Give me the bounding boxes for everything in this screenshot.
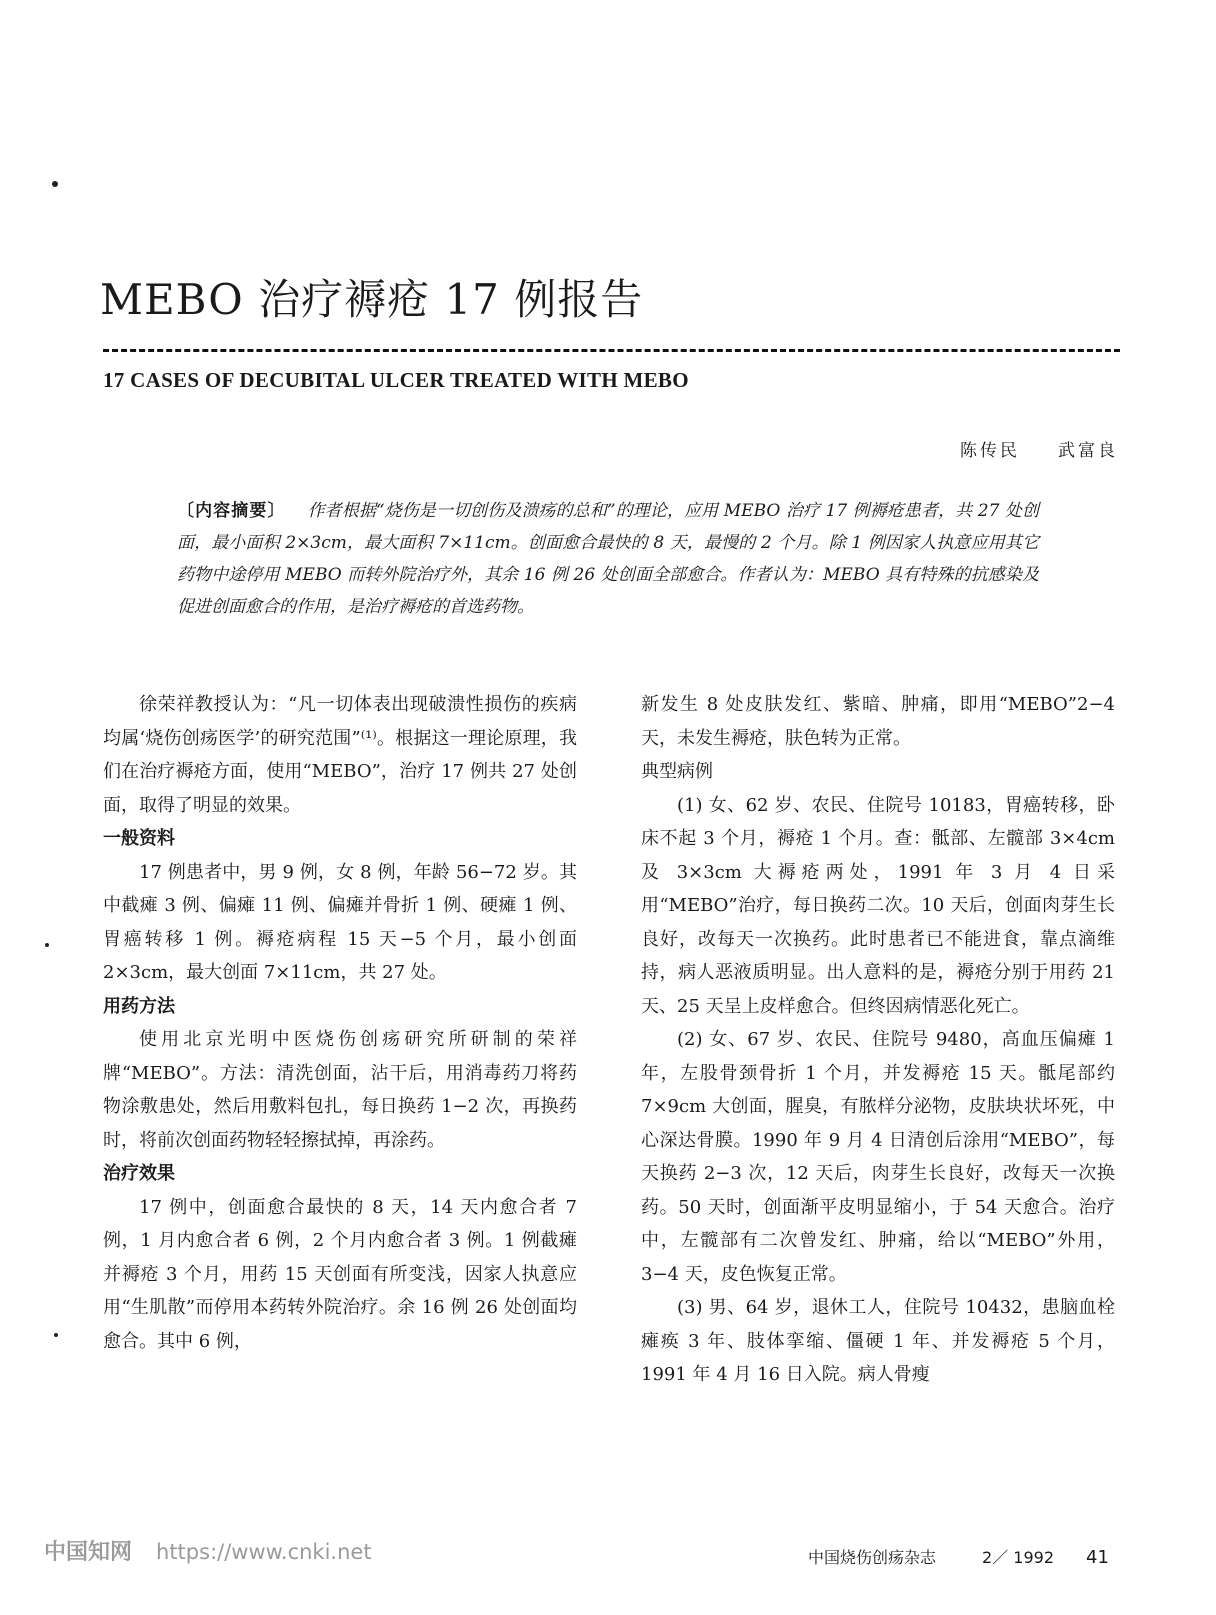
title-rule	[103, 349, 1120, 352]
abstract-label: 〔内容摘要〕	[177, 501, 286, 521]
author-name: 陈传民	[960, 441, 1020, 461]
cnki-watermark	[44, 1535, 372, 1566]
case-3-paragraph: (3) 男、64 岁，退休工人，住院号 10432，患脑血栓瘫痪 3 年、肢体挛缩、僵硬 1 年、并发褥疮 5 个月，1991 年 4 月 16 日入院。病人骨瘦	[641, 1297, 1115, 1385]
scan-speck	[45, 943, 49, 947]
section-heading-cases: 典型病例	[641, 761, 713, 782]
article-title: MEBO 治疗褥疮 17 例报告	[100, 275, 644, 324]
section-heading-effect: 治疗效果	[103, 1163, 175, 1184]
case-1-paragraph: (1) 女、62 岁、农民、住院号 10183，胃癌转移，卧床不起 3 个月，褥疮 1 个月。查：骶部、左髋部 3×4cm 及 3×3cm 大褥疮两处，1991 年 3 月 4 日采用“MEBO”治疗，每日换药二次。10 天后，创面肉芽生长良好，改每天一次换药。此时患者已不能进食，靠点滴维持，病人恶液质明显。出人意料的是，褥疮分别于用药 21 天、25 天呈上皮样愈合。但终因病情恶化死亡。	[641, 794, 1115, 1017]
general-paragraph: 17 例患者中，男 9 例，女 8 例，年龄 56−72 岁。其中截瘫 3 例、偏瘫 11 例、偏瘫并骨折 1 例、硬瘫 1 例、胃癌转移 1 例。褥疮病程 15 天−5 个月，最小创面 2×3cm，最大创面 7×11cm，共 27 处。	[103, 861, 577, 983]
case-2-paragraph: (2) 女、67 岁、农民、住院号 9480，高血压偏瘫 1 年，左股骨颈骨折 1 个月，并发褥疮 15 天。骶尾部约 7×9cm 大创面，腥臭，有脓样分泌物，皮肤块状坏死，中心深达骨膜。1990 年 9 月 4 日清创后涂用“MEBO”，每天换药 2−3 次，12 天后，肉芽生长良好，改每天一次换药。50 天时，创面渐平皮明显缩小，于 54 天愈合。治疗中，左髋部有二次曾发红、肿痛，给以“MEBO”外用，3−4 天，皮色恢复正常。	[641, 1029, 1115, 1285]
intro-paragraph: 徐荣祥教授认为：“凡一切体表出现破溃性损伤的疾病均属‘烧伤创疡医学’的研究范围”⁽¹⁾。根据这一理论原理，我们在治疗褥疮方面，使用“MEBO”，治疗 17 例共 27 处创面，取得了明显的效果。	[103, 694, 577, 816]
cnki-url[interactable]: https://www.cnki.net	[156, 1540, 372, 1564]
article-english-title: 17 CASES OF DECUBITAL ULCER TREATED WITH MEBO	[103, 368, 689, 392]
continued-paragraph: 新发生 8 处皮肤发红、紫暗、肿痛，即用“MEBO”2−4 天，未发生褥疮，肤色转为正常。	[641, 694, 1115, 749]
journal-name: 中国烧伤创疡杂志	[808, 1548, 937, 1567]
issue-number: 2／ 1992	[982, 1548, 1055, 1567]
section-heading-method: 用药方法	[103, 995, 175, 1017]
method-paragraph: 使用北京光明中医烧伤创疡研究所研制的荣祥牌“MEBO”。方法：清洗创面，沾干后，用消毒药刀将药物涂敷患处，然后用敷料包扎，每日换药 1−2 次，再换药时，将前次创面药物轻轻擦拭掉，再涂药。	[103, 1029, 577, 1151]
scan-speck	[54, 1333, 58, 1337]
cnki-logo: 中国知网	[44, 1540, 133, 1565]
page-number: 41	[1086, 1547, 1109, 1568]
abstract-text: 作者根据“烧伤是一切创伤及溃疡的总和”的理论，应用 MEBO 治疗 17 例褥疮患者，共 27 处创面，最小面积 2×3cm，最大面积 7×11cm。创面愈合最快的 8 天，最慢的 2 个月。除 1 例因家人执意应用其它药物中途停用 MEBO 而转外院治疗外，其余 16 例 26 处创面全部愈合。作者认为：MEBO 具有特殊的抗感染及促进创面愈合的作用，是治疗褥疮的首选药物。	[177, 501, 1039, 617]
running-footer	[808, 1545, 1109, 1568]
left-column	[103, 688, 577, 1358]
abstract	[177, 495, 1039, 623]
section-heading-general: 一般资料	[103, 828, 175, 849]
right-column	[641, 688, 1115, 1392]
effect-paragraph: 17 例中，创面愈合最快的 8 天，14 天内愈合者 7 例，1 月内愈合者 6 例，2 个月内愈合者 3 例。1 例截瘫并褥疮 3 个月，用药 15 天创面有所变浅，因家人执意应用“生肌散”而停用本药转外院治疗。余 16 例 26 处创面均愈合。其中 6 例，	[103, 1196, 577, 1352]
author-name: 武富良	[1058, 441, 1118, 461]
author-list	[960, 436, 1118, 461]
scan-speck	[52, 181, 58, 187]
